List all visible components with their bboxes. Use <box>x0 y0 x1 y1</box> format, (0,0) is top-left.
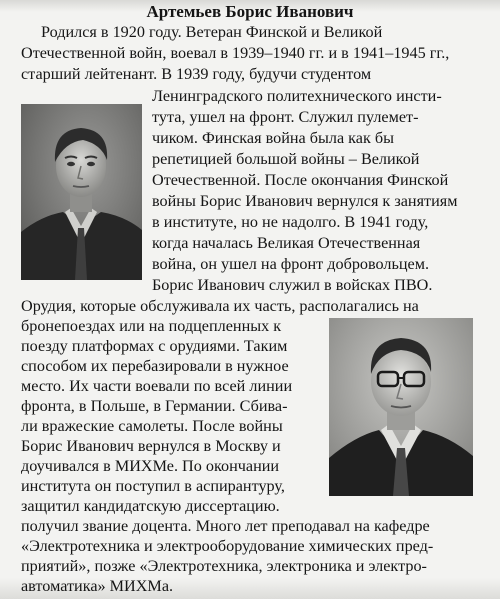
text-line-13: Борис Иванович служил в войсках ПВО. <box>152 276 433 294</box>
text-line-20: ли вражеские самолеты. После войны <box>21 417 283 435</box>
text-line-2: Отечественной войн, воевал в 1939–1940 гг. и в 1941–1945 гг., <box>21 44 450 62</box>
text-line-8: Отечественной. После окончания Финской <box>152 171 449 189</box>
text-line-27: приятий», позже «Электротехника, электроника и электро- <box>21 557 427 575</box>
text-line-23: института он поступил в аспирантуру, <box>21 477 285 495</box>
text-line-15: бронепоездах или на подцепленных к <box>21 317 282 335</box>
text-line-1: Родился в 1920 году. Ветеран Финской и Великой <box>41 23 383 41</box>
text-line-24: защитил кандидатскую диссертацию. <box>21 497 280 515</box>
text-line-19: фронта, в Польше, в Германии. Сбива- <box>21 397 288 415</box>
text-line-10: в институте, но не надолго. В 1941 году, <box>152 213 429 231</box>
text-line-12: война, он ушел на фронт добровольцем. <box>152 255 430 273</box>
text-line-22: доучивался в МИХМе. По окончании <box>21 457 280 475</box>
text-line-5: тута, ушел на фронт. Служил пулемет- <box>152 108 419 126</box>
portrait-young-photo <box>21 104 142 280</box>
text-line-17: способом их перебазировали в нужное <box>21 357 289 375</box>
text-line-26: «Электротехника и электрооборудование химических пред- <box>21 537 434 555</box>
text-line-21: Борис Иванович вернулся в Москву и <box>21 437 281 455</box>
text-line-9: войны Борис Иванович вернулся к занятиям <box>152 192 458 210</box>
text-line-14: Орудия, которые обслуживала их часть, располагались на <box>21 297 419 315</box>
text-line-11: когда началась Великая Отечественная <box>152 234 421 252</box>
text-line-25: получил звание доцента. Много лет преподавал на кафедре <box>21 517 430 535</box>
text-line-4: Ленинградского политехнического инсти- <box>152 87 442 105</box>
text-line-16: поезду платформах с орудиями. Таким <box>21 337 288 355</box>
text-line-28: автоматика» МИХМа. <box>21 577 174 595</box>
portrait-older-photo <box>329 318 473 496</box>
text-line-3: старший лейтенант. В 1939 году, будучи студентом <box>21 65 372 83</box>
text-line-6: чиком. Финская война была как бы <box>152 129 394 147</box>
text-line-7: репетицией большой войны – Великой <box>152 150 420 168</box>
text-line-18: место. Их части воевали по всей линии <box>21 377 293 395</box>
page-title: Артемьев Борис Иванович <box>146 2 354 21</box>
